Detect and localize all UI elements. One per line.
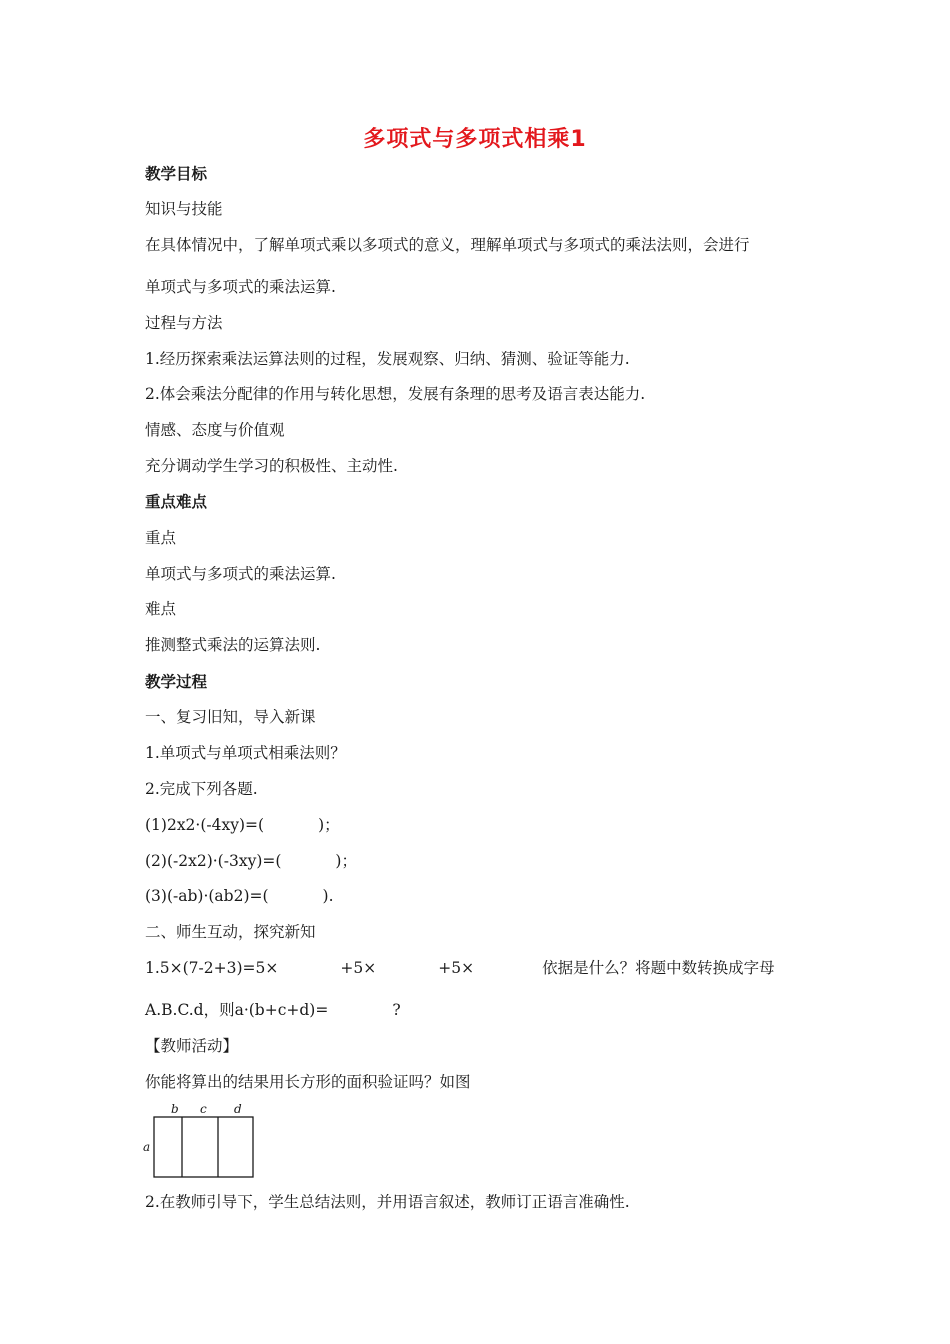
label-b: b [171,1102,179,1116]
teaching-process-heading: 教学过程 [145,673,208,691]
key-points-heading: 重点难点 [145,493,208,511]
emotion-item-1: 充分调动学生学习的积极性、主动性. [145,457,398,475]
review-item-2: 2.完成下列各题. [145,780,258,798]
knowledge-text-line1: 在具体情况中，了解单项式乘以多项式的意义，理解单项式与多项式的乘法法则，会进行 [145,236,750,254]
exercise-1-left: (1)2x2·(-4xy)=( [145,816,265,834]
exercise-3-right: ). [322,887,334,905]
emotion-heading: 情感、态度与价值观 [145,421,285,439]
key-label: 重点 [145,529,177,547]
interaction-heading: 二、师生互动，探究新知 [145,923,316,941]
question-1-line1 [145,958,775,978]
process-item-1: 1.经历探索乘法运算法则的过程，发展观察、归纳、猜测、验证等能力. [145,350,630,368]
label-a: a [143,1140,151,1154]
page-title: 多项式与多项式相乘1 [363,127,587,152]
review-item-1: 1.单项式与单项式相乘法则？ [145,744,346,762]
outer-rectangle [154,1117,253,1177]
verify-text: 你能将算出的结果用长方形的面积验证吗？如图 [145,1073,471,1091]
question-1-line2 [145,1000,401,1020]
question-1-part3: +5× [438,959,475,977]
question-1-part1: 1.5×(7-2+3)=5× [145,959,279,977]
knowledge-heading: 知识与技能 [145,200,223,218]
question-1-line2-left: A.B.C.d，则a·(b+c+d)= [145,1001,329,1019]
question-1-part2: +5× [340,959,377,977]
label-d: d [234,1102,242,1116]
question-1-line2-right: ? [392,1001,401,1019]
exercise-3-left: (3)(-ab)·(ab2)=( [145,887,269,905]
exercise-2-right: )； [335,852,357,870]
difficult-text: 推测整式乘法的运算法则. [145,636,321,654]
rectangle-area-diagram [140,1100,270,1180]
review-heading: 一、复习旧知，导入新课 [145,708,316,726]
label-c: c [200,1102,207,1116]
process-item-2: 2.体会乘法分配律的作用与转化思想，发展有条理的思考及语言表达能力. [145,385,646,403]
exercise-2-left: (2)(-2x2)·(-3xy)=( [145,852,282,870]
exercise-1-right: )； [318,816,340,834]
goals-heading: 教学目标 [145,165,208,183]
exercise-3 [145,886,334,906]
teacher-activity-label: 【教师活动】 [145,1037,239,1055]
exercise-1 [145,815,340,835]
summary-item-2: 2.在教师引导下，学生总结法则，并用语言叙述，教师订正语言准确性. [145,1193,630,1211]
exercise-2 [145,851,357,871]
question-1-part4: 依据是什么？将题中数转换成字母 [542,959,775,977]
knowledge-text-line2: 单项式与多项式的乘法运算. [145,278,336,296]
key-text: 单项式与多项式的乘法运算. [145,565,336,583]
process-heading: 过程与方法 [145,314,223,332]
difficult-label: 难点 [145,600,177,618]
